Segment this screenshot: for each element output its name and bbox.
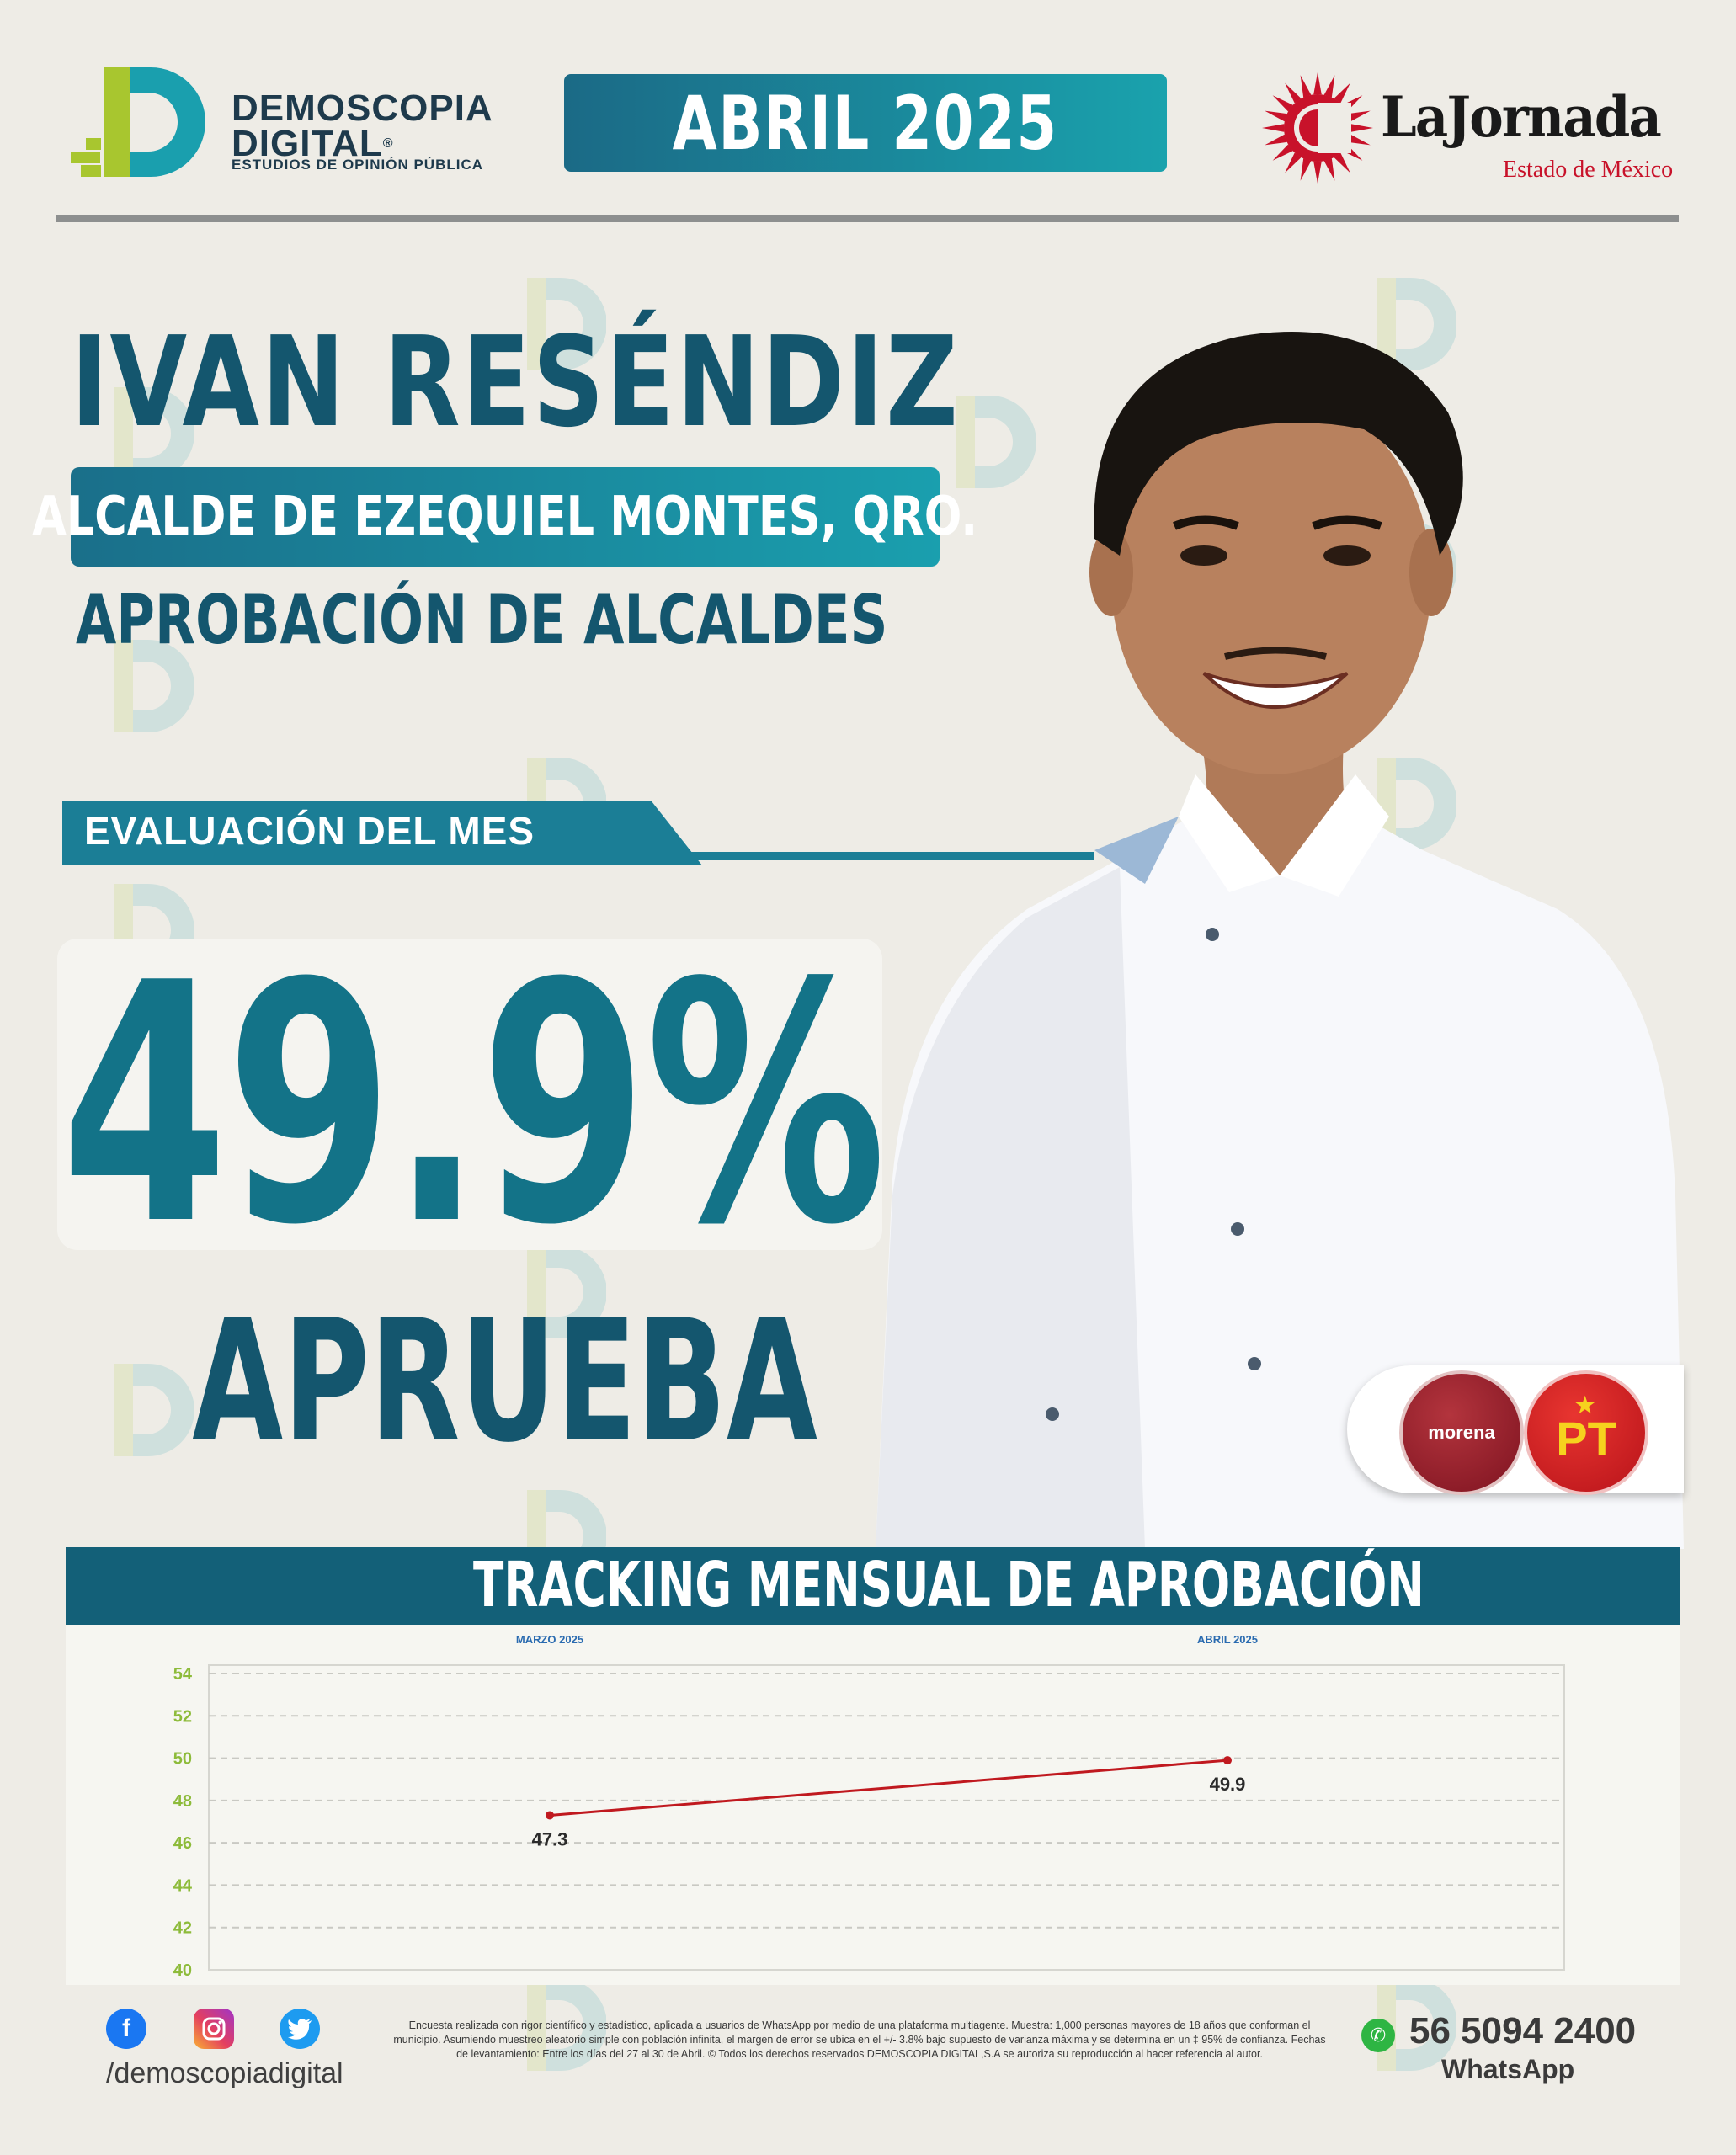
methodology-disclaimer: Encuesta realizada con rigor científico y estadístico, aplicada a usuarios de WhatsApp por medio de una plataforma multiagente. Muestra: 1,000 personas mayores de 18 años que conforman el municipio. Asumiendo muestreo aleatorio simple con población infinita, el margen de error se ubica en el +/- 3.8% bajo supuesto de varianza máxima y se determina en un ‡ 95% de confianza. Fechas de levantamiento: Entre los días del 27 al 30 de Abril. © Todos los derechos reservados DEMOSCOPIA DIGITAL,S.A se autoriza su reproducción al hacer referencia al autor. [393,2019,1326,2060]
sun-ray [1348,135,1370,146]
evaluation-line [623,852,1094,860]
y-tick-label: 54 [173,1665,192,1684]
sun-ray [1285,83,1301,104]
demoscopia-logo-icon [71,67,214,177]
brand-name-line2: DIGITAL [232,123,383,164]
pt-label: PT [1556,1411,1616,1465]
whatsapp-phone[interactable]: 56 5094 2400 [1409,2010,1637,2051]
y-tick-label: 44 [173,1876,192,1896]
sun-ray [1301,75,1312,97]
instagram-icon[interactable] [194,2009,234,2049]
sun-ray [1313,162,1322,184]
twitter-icon[interactable] [280,2009,320,2049]
approval-score: 49.9% [61,913,885,1297]
brand-tagline: ESTUDIOS DE OPINIÓN PÚBLICA [232,157,484,173]
morena-party-logo [1399,1370,1524,1495]
sun-ray [1313,72,1322,94]
sun-ray [1348,111,1370,122]
partner-name: LaJornada [1381,84,1660,150]
header-divider [56,216,1679,222]
role-badge [32,467,978,567]
y-tick-label: 48 [173,1791,192,1811]
whatsapp-icon[interactable]: ✆ [1361,2019,1395,2052]
pt-party-logo [1524,1370,1648,1495]
sun-ray [1262,124,1284,132]
camera-glyph [201,2016,226,2041]
sun-ray [1334,152,1350,173]
watermark-logo-icon [93,1364,194,1461]
x-category-label: ABRIL 2025 [1196,1633,1259,1646]
morena-label: morena [1428,1422,1495,1443]
person-name: IVAN RESÉNDIZ [71,310,961,455]
registered-mark: ® [382,136,394,151]
chart-title: TRACKING MENSUAL DE APROBACIÓN [473,1549,1424,1621]
period-badge [564,74,1167,172]
sun-ray [1273,95,1293,111]
plot-frame [209,1665,1564,1970]
sun-ray [1334,83,1350,104]
bird-glyph [287,2018,312,2040]
sun-ray [1301,158,1312,180]
y-tick-label: 46 [173,1834,192,1854]
approval-line-chart [66,1625,1680,1985]
brand-name-line1: DEMOSCOPIA [232,88,493,129]
y-tick-label: 50 [173,1749,192,1769]
data-label: 49.9 [1209,1774,1246,1796]
sun-ray [1273,144,1293,160]
role-text: ALCALDE DE EZEQUIEL MONTES, QRO. [32,486,978,548]
sun-ray [1265,135,1286,146]
series-line [550,1760,1227,1815]
sun-ray [1324,158,1335,180]
evaluation-label: EVALUACIÓN DEL MES [84,809,535,853]
y-tick-label: 52 [173,1707,192,1727]
x-category-label: MARZO 2025 [515,1633,584,1646]
facebook-icon[interactable]: f [106,2009,146,2049]
sun-ray [1324,75,1335,97]
sun-ray [1285,152,1301,173]
jornada-sun-logo-icon [1259,69,1377,187]
data-label: 47.3 [531,1828,568,1850]
whatsapp-label: WhatsApp [1441,2054,1575,2084]
social-handle[interactable]: /demoscopiadigital [106,2057,343,2089]
category-label: APROBACIÓN DE ALCALDES [76,581,888,659]
y-tick-label: 40 [173,1961,192,1980]
sun-ray [1351,124,1373,132]
y-tick-label: 42 [173,1918,192,1938]
star-icon: ★ [1575,1392,1595,1418]
sun-ray [1265,111,1286,122]
period-text: ABRIL 2025 [672,79,1059,167]
brand-name [232,88,493,164]
data-point [546,1811,554,1819]
partner-subtitle: Estado de México [1503,157,1674,183]
data-point [1223,1756,1232,1764]
candidate-photo [842,269,1684,1549]
approval-verdict: APRUEBA [192,1284,818,1480]
